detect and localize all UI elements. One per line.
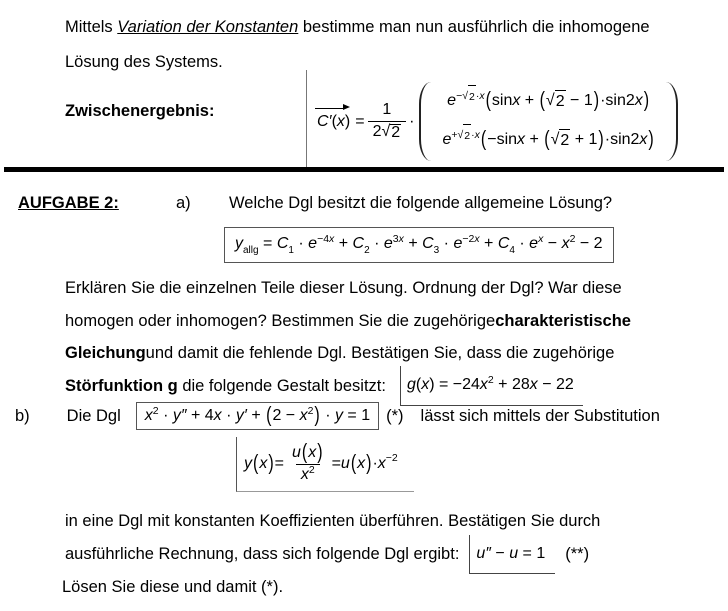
math-variable: x [529, 375, 538, 393]
task-a-paragraph [65, 272, 631, 402]
superscript [386, 452, 398, 464]
numerator [287, 440, 329, 464]
math-text: + [520, 92, 539, 109]
math-variable: x [299, 407, 308, 424]
math-variable: x [479, 90, 485, 102]
math-text: + 28 [493, 375, 530, 393]
math-variable: x [329, 233, 335, 245]
math-text: 2 [555, 93, 565, 110]
radicand [555, 90, 566, 113]
paragraph-line-1 [65, 272, 631, 305]
bold-segment: Störfunktion g [65, 376, 178, 395]
radicand [559, 129, 570, 152]
math-variable: y′ [235, 407, 247, 424]
superscript [538, 233, 543, 245]
dgl-b-formula [136, 402, 379, 430]
math-variable: y″ [172, 407, 187, 424]
superscript [456, 85, 485, 108]
math-variable: x [300, 465, 309, 483]
math-text: + [334, 235, 353, 252]
math-paren: ) [317, 440, 323, 464]
superscript [488, 364, 494, 397]
math-text: = [274, 455, 284, 473]
math-paren: ( [301, 440, 308, 464]
math-text: 2 [372, 122, 382, 140]
superscript [393, 233, 404, 245]
math-paren: ( [266, 403, 272, 427]
paragraph-line-4 [65, 370, 631, 403]
math-variable: e [442, 131, 452, 148]
math-variable: C [352, 235, 365, 252]
zwischenergebnis-formula [306, 70, 690, 170]
math-text: 3 [392, 233, 399, 245]
math-text: · [320, 407, 335, 424]
math-text: + [525, 131, 544, 148]
superscript [308, 405, 314, 417]
math-text: ) = −24 [429, 375, 480, 393]
bold-segment: Gleichung [65, 344, 146, 362]
sqrt-radical [381, 124, 401, 142]
math-text: − [490, 545, 510, 562]
superscript [317, 233, 334, 245]
math-variable: e [308, 235, 318, 252]
denominator [368, 121, 407, 142]
math-paren: ( [480, 127, 487, 151]
emphasized-term: Variation der Konstanten [117, 18, 299, 36]
subscript [434, 245, 440, 256]
math-text: 2 [308, 463, 315, 476]
math-variable: x [308, 444, 317, 461]
math-variable: x [639, 131, 648, 148]
math-variable: x [561, 235, 570, 252]
math-variable: u [340, 455, 350, 473]
text-segment: die folgende Gestalt besitzt: [177, 376, 386, 395]
vector-arrow [314, 113, 353, 131]
math-text: 2 [391, 123, 401, 141]
math-paren: ) [643, 88, 650, 112]
subscript [509, 245, 515, 256]
text-segment: ausführliche Rechnung, dass sich folgende Dgl ergibt: [65, 545, 460, 563]
math-text: − [456, 90, 463, 102]
math-text: · [600, 92, 606, 109]
sqrt-radical [462, 85, 476, 108]
text-segment: und damit die fehlende Dgl. Bestätigen Sie, dass die zugehörige [145, 344, 615, 362]
text-segment: Erklären Sie die einzelnen Teile dieser Lösung. Ordnung der Dgl? War diese [65, 279, 622, 297]
math-text: + 1 [570, 131, 598, 148]
closing-line-1 [65, 505, 600, 538]
math-text: 2 [569, 233, 576, 245]
left-paren-icon [419, 82, 433, 161]
radical-sign: √ [550, 131, 560, 148]
math-text: − [543, 235, 562, 252]
double-asterisk-marker: (**) [565, 545, 590, 563]
radicand [463, 124, 471, 147]
matrix-row [442, 129, 654, 153]
math-text: 3 [433, 245, 440, 256]
task-a-question: Welche Dgl besitzt die folgende allgemeine Lösung? [229, 194, 613, 212]
math-variable: e [383, 235, 393, 252]
math-paren: ) [268, 452, 274, 476]
task-b-label: b) [15, 406, 30, 425]
math-paren: ) [366, 452, 372, 476]
math-variable: y [235, 235, 243, 252]
fraction [287, 440, 329, 484]
math-text: − 1 [565, 92, 593, 109]
math-paren: ( [485, 88, 491, 112]
closing-paragraph [62, 505, 601, 604]
math-text: = [258, 235, 277, 252]
math-text: · [293, 235, 309, 252]
math-text: − 22 [537, 375, 574, 393]
math-variable: C′ [317, 112, 332, 130]
radical-sign: √ [462, 90, 468, 102]
math-text: + [403, 235, 423, 252]
math-text: 2 [152, 405, 159, 417]
math-variable: y [334, 407, 343, 424]
math-paren: ( [544, 127, 550, 151]
math-text: −2 [462, 233, 475, 245]
math-text: = 1 [342, 407, 371, 424]
math-text: ) [344, 112, 351, 130]
math-text: = [331, 455, 341, 473]
math-text: ( [415, 375, 422, 393]
text-segment: homogen oder inhomogen? Bestimmen Sie die zugehörige [65, 311, 496, 330]
superscript [451, 124, 480, 147]
asterisk-marker: (*) [386, 406, 404, 425]
math-text: · [604, 131, 611, 148]
math-text: 2 [464, 130, 471, 142]
numerator [377, 102, 396, 121]
section-divider [4, 167, 724, 172]
math-variable: x [213, 407, 222, 424]
text-segment: Mittels [65, 18, 118, 36]
math-paren: ( [253, 452, 259, 476]
math-variable: C [422, 235, 434, 252]
math-text: −sin [487, 131, 518, 148]
matrix [419, 82, 677, 161]
closing-line-2 [65, 538, 600, 571]
math-text: · [409, 112, 415, 130]
math-variable: x [357, 455, 366, 473]
math-variable: e [447, 92, 457, 109]
sqrt-radical [546, 90, 566, 113]
text-segment: bestimme man nun ausführlich die inhomogene [298, 18, 650, 36]
math-text: allg [243, 245, 259, 256]
math-variable: e [453, 235, 463, 252]
closing-line-2-text [65, 538, 459, 571]
paragraph-line-4-text [65, 370, 386, 403]
math-variable: u [509, 545, 519, 562]
math-text: sin2 [610, 131, 640, 148]
math-paren: ) [593, 88, 600, 112]
aufgabe2-heading: AUFGABE 2: [18, 194, 119, 212]
math-variable: x [517, 131, 526, 148]
math-text: 2 [364, 245, 370, 256]
math-variable: e [529, 235, 539, 252]
task-b-intro: Die Dgl [66, 406, 121, 425]
math-text: = [355, 112, 365, 130]
math-variable: x [474, 233, 480, 245]
math-variable: C [497, 235, 510, 252]
radical-sign: √ [457, 129, 464, 141]
math-variable: C [276, 235, 289, 252]
fraction [368, 102, 407, 142]
math-text: 2 [468, 91, 475, 103]
g-function-formula [400, 366, 583, 407]
math-variable: x [512, 92, 521, 109]
subscript [243, 245, 259, 256]
subscript [288, 245, 294, 256]
matrix-rows [433, 82, 663, 161]
matrix-row [447, 90, 650, 114]
radicand [468, 85, 476, 108]
math-paren: ( [539, 88, 545, 112]
radical-sign: √ [545, 92, 555, 109]
sqrt-radical [458, 124, 472, 147]
text-segment: Lösen Sie diese und damit (*). [62, 578, 284, 596]
math-text: 2 [560, 132, 570, 149]
text-segment: in eine Dgl mit konstanten Koeffizienten überführen. Bestätigen Sie durch [65, 512, 601, 530]
math-text: + [479, 235, 498, 252]
task-a-label: a) [176, 194, 191, 212]
radicand [390, 124, 401, 142]
radical-sign: √ [381, 122, 391, 140]
math-variable: x [398, 233, 404, 245]
math-text: + [451, 129, 458, 141]
math-text: · [221, 407, 236, 424]
math-text: − 2 [575, 235, 603, 252]
math-variable: g [406, 375, 416, 393]
superscript [462, 233, 479, 245]
math-text: sin2 [605, 92, 635, 109]
denominator [296, 464, 320, 484]
math-text: + 4 [186, 407, 214, 424]
math-variable: x [474, 129, 480, 141]
math-text: · [439, 235, 454, 252]
math-text: −4 [317, 233, 330, 245]
math-text: · [158, 407, 173, 424]
math-paren: ) [648, 127, 654, 151]
math-variable: x [421, 375, 430, 393]
math-text: 1 [288, 245, 294, 256]
substitution-formula [236, 437, 414, 492]
math-text: 2 [307, 405, 314, 417]
superscript [309, 465, 315, 476]
math-variable: x [144, 407, 153, 424]
math-text: 1 [382, 100, 392, 118]
math-variable: y [244, 455, 252, 473]
math-text: · [514, 235, 530, 252]
task-b-continuation: lässt sich mittels der Substitution [420, 406, 660, 425]
math-text: + [246, 407, 266, 424]
subscript [364, 245, 370, 256]
u-equation-formula [469, 535, 555, 574]
superscript [570, 233, 576, 245]
math-text: −2 [385, 452, 398, 465]
math-paren: ) [314, 403, 320, 427]
paragraph-line-2 [65, 305, 631, 338]
zwischenergebnis-label: Zwischenergebnis: [65, 102, 215, 120]
math-text: ( [331, 112, 337, 130]
bold-segment: charakteristische [495, 311, 631, 330]
math-variable: x [259, 455, 268, 473]
math-text: = 1 [518, 545, 546, 562]
math-text: 2 [487, 373, 494, 386]
general-solution-formula [224, 227, 614, 263]
math-variable: u [292, 444, 301, 461]
intro-line-1 [65, 10, 650, 45]
math-variable: x [634, 92, 643, 109]
math-text: · [475, 90, 480, 102]
math-text: sin [491, 92, 513, 109]
right-paren-icon [664, 82, 678, 161]
final-instruction [62, 571, 600, 604]
math-paren: ) [598, 127, 604, 151]
math-variable: x [336, 112, 345, 130]
sqrt-radical [551, 129, 571, 152]
math-text: 2 − [272, 407, 300, 424]
math-text: · [372, 455, 378, 473]
math-variable: x [479, 375, 488, 393]
math-paren: ( [350, 452, 357, 476]
superscript [153, 405, 159, 417]
math-text: 4 [509, 245, 515, 256]
math-text: · [369, 235, 384, 252]
math-variable: x [538, 233, 544, 245]
math-text: · [471, 129, 475, 141]
task-b-row [15, 402, 660, 430]
math-variable: x [377, 455, 386, 473]
math-variable: u″ [476, 545, 491, 562]
text-segment: Lösung des Systems. [65, 53, 223, 71]
